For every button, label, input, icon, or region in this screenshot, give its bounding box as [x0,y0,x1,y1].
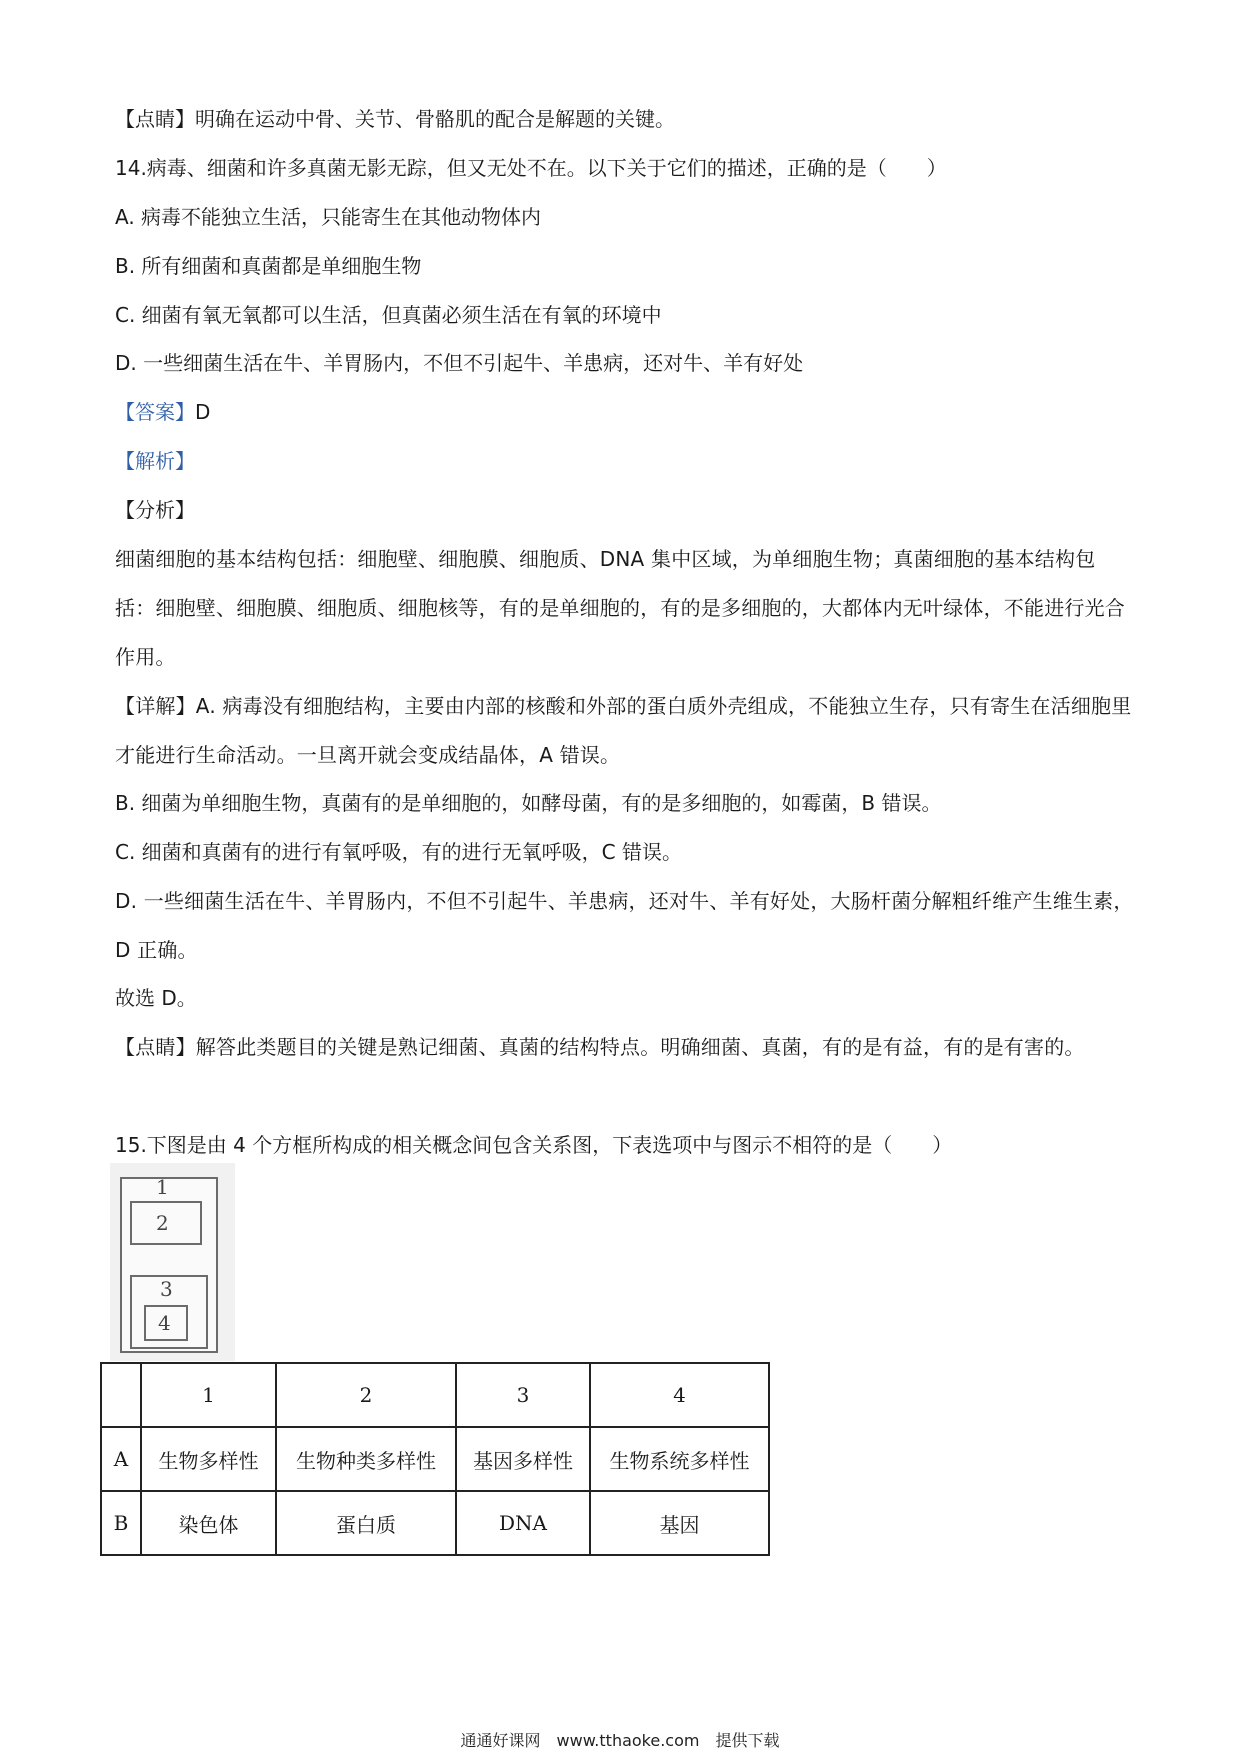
table-cell: A [101,1427,141,1491]
table-row [101,1427,769,1491]
table-header-cell: 1 [141,1363,276,1427]
page-footer: 通通好课网 www.tthaoke.com 提供下载 [460,1731,780,1750]
table-cell: 基因多样性 [456,1427,590,1491]
question-14-stem: 14.病毒、细菌和许多真菌无影无踪，但又无处不在。以下关于它们的描述，正确的是（ ） [115,156,947,180]
option-d: D. 一些细菌生活在牛、羊胃肠内，不但不引起牛、羊患病，还对牛、羊有好处 [115,351,804,375]
table-header-row [101,1363,769,1427]
answer-value: D [195,400,211,424]
table-header-cell: 3 [456,1363,590,1427]
label-4: 4 [158,1311,171,1335]
table-cell: 蛋白质 [276,1491,456,1555]
detail-paragraph-a: 【详解】A. 病毒没有细胞结构，主要由内部的核酸和外部的蛋白质外壳组成，不能独立生存，只有寄生在活细胞里才能进行生命活动。一旦离开就会变成结晶体，A 错误。 [115,694,1132,767]
table-header-cell: 4 [590,1363,769,1427]
outer-box [120,1177,218,1353]
table-cell: 生物种类多样性 [276,1427,456,1491]
table-cell: 生物多样性 [141,1427,276,1491]
box-2 [130,1201,202,1245]
analysis-heading: 【解析】 [115,449,195,473]
option-c: C. 细菌有氧无氧都可以生活，但真菌必须生活在有氧的环境中 [115,303,662,327]
table-header-cell: 2 [276,1363,456,1427]
tip-line: 【点睛】明确在运动中骨、关节、骨骼肌的配合是解题的关键。 [115,107,675,131]
option-b: B. 所有细菌和真菌都是单细胞生物 [115,254,422,278]
fenxi-paragraph: 细菌细胞的基本结构包括：细胞壁、细胞膜、细胞质、DNA 集中区域，为单细胞生物；真菌细胞的基本结构包括：细胞壁、细胞膜、细胞质、细胞核等，有的是单细胞的，有的是多细胞的，大都体内无叶绿体，不能进行光合作用。 [115,547,1125,669]
table-cell: B [101,1491,141,1555]
options-table [100,1362,770,1556]
detail-line-c: C. 细菌和真菌有的进行有氧呼吸，有的进行无氧呼吸，C 错误。 [115,840,683,864]
table-row [101,1491,769,1555]
concept-diagram [110,1163,235,1361]
tip-paragraph: 【点睛】解答此类题目的关键是熟记细菌、真菌的结构特点。明确细菌、真菌，有的是有益，有的是有害的。 [115,1035,1085,1059]
detail-paragraph-d: D. 一些细菌生活在牛、羊胃肠内，不但不引起牛、羊患病，还对牛、羊有好处，大肠杆菌分解粗纤维产生维生素，D 正确。 [115,889,1134,962]
table-cell: 生物系统多样性 [590,1427,769,1491]
detail-line-b: B. 细菌为单细胞生物，真菌有的是单细胞的，如酵母菌，有的是多细胞的，如霉菌，B 错误。 [115,791,942,815]
box-3 [130,1275,208,1349]
table-cell: DNA [456,1491,590,1555]
answer-line [115,397,1135,427]
label-1: 1 [156,1175,169,1199]
table-header-cell [101,1363,141,1427]
label-3: 3 [160,1277,173,1301]
table-cell: 染色体 [141,1491,276,1555]
label-2: 2 [156,1211,169,1235]
question-15-stem: 15.下图是由 4 个方框所构成的相关概念间包含关系图，下表选项中与图示不相符的是（ ） [115,1133,953,1157]
box-4 [144,1305,188,1341]
conclusion-line: 故选 D。 [115,986,197,1010]
table-cell: 基因 [590,1491,769,1555]
option-a: A. 病毒不能独立生活，只能寄生在其他动物体内 [115,205,542,229]
fenxi-heading: 【分析】 [115,498,195,522]
answer-tag: 【答案】 [115,400,195,424]
